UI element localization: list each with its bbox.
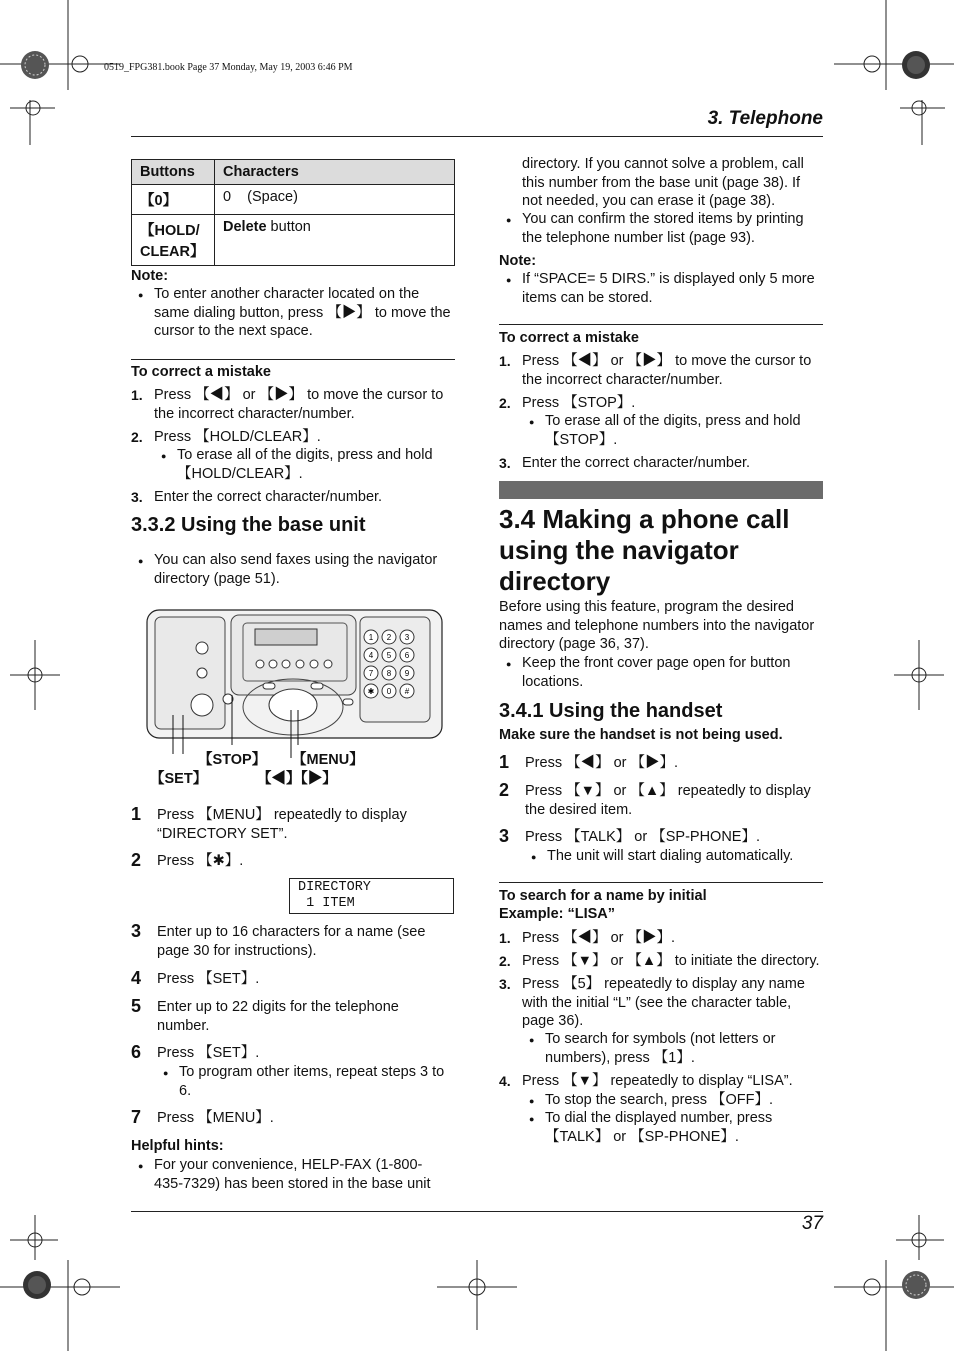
right-note-label: Note: (499, 253, 537, 269)
search-step-3-sub: ● To search for symbols (not letters or numbers), press 【1】. (545, 1030, 822, 1067)
callout-set: 【SET】 (150, 771, 208, 787)
keypad-key-label: 5 (386, 651, 392, 660)
keypad-key-label: 2 (386, 633, 392, 642)
correct-step-2: Press 【HOLD/CLEAR】. (154, 429, 321, 445)
table-row (132, 185, 455, 215)
page-number: 37 (801, 1213, 823, 1234)
step-number: 3. (499, 455, 511, 471)
step-number: 2. (499, 953, 511, 969)
step-number: 2. (499, 395, 511, 411)
step-number: 4 (131, 968, 142, 988)
handset-step-3-sub: ● The unit will start dialing automatically. (547, 847, 822, 866)
crop-mark-tl (0, 0, 120, 145)
delete-suffix: button (266, 219, 311, 235)
keypad-key-label: 8 (386, 669, 392, 678)
divider (499, 882, 823, 883)
color-target-tl (21, 51, 49, 79)
step-number: 1. (499, 353, 511, 369)
section-intro: Before using this feature, program the desired names and telephone numbers into the navigator directory (page 36, 37). (499, 599, 815, 652)
handset-title: 3.4.1 Using the handset (499, 700, 723, 722)
step-number: 1 (499, 752, 510, 772)
step-number: 1 (131, 804, 142, 824)
helpful-hints-label: Helpful hints: (131, 1138, 224, 1154)
handset-step-1: Press 【◀】 or 【▶】. (525, 755, 679, 771)
step-number: 3 (499, 826, 510, 846)
keypad-key-label: 9 (404, 669, 410, 678)
correct-step-2-sub: ● To erase all of the digits, press and hold 【HOLD/CLEAR】. (177, 446, 455, 483)
handset-step-2: Press 【▼】 or 【▲】 repeatedly to display the desired item. (525, 783, 811, 818)
right-correct-step-1: Press 【◀】 or 【▶】 to move the cursor to the incorrect character/number. (522, 353, 812, 388)
crop-mark-ml (10, 640, 60, 710)
color-target-tr (902, 51, 930, 79)
search-step-3: Press 【5】 repeatedly to display any name with the initial “L” (see the character table, page 36). (522, 976, 805, 1029)
callout-menu: 【MENU】 (292, 752, 364, 768)
keypad-key-label: 1 (368, 633, 374, 642)
footer-rule (131, 1211, 823, 1212)
table-cell-chars (215, 215, 455, 266)
section-title (499, 504, 789, 597)
search-step-2: Press 【▼】 or 【▲】 to initiate the directory. (522, 953, 820, 969)
keypad-key-label: 3 (404, 633, 410, 642)
search-title: To search for a name by initial (499, 888, 707, 904)
base-step-2: Press 【✱】. (157, 853, 244, 869)
base-unit-bullet: ● You can also send faxes using the navigator directory (page 51). (154, 551, 454, 588)
table-cell-chars: 0 (Space) (215, 185, 455, 215)
base-unit-title: 3.3.2 Using the base unit (131, 514, 366, 536)
table-row (132, 215, 455, 266)
helpful-hint-1: ● For your convenience, HELP-FAX (1-800-435-7329) has been stored in the base unit (154, 1156, 450, 1193)
crop-mark-bc (437, 1260, 517, 1330)
note-bullet: ● To enter another character located on the same dialing button, press 【▶】 to move the cursor to the next space. (154, 285, 454, 341)
color-target-bl (23, 1271, 51, 1299)
step-number: 2 (499, 780, 510, 800)
section-bar (499, 481, 823, 499)
table-cell-button: 【0】 (132, 185, 215, 215)
continued-text: directory. If you cannot solve a problem, call this number from the base unit (page 38). If not needed, you can erase it (page 38). (522, 156, 804, 209)
correct-step-1: Press 【◀】 or 【▶】 to move the cursor to the incorrect character/number. (154, 387, 444, 422)
character-table (131, 159, 455, 266)
step-number: 1. (499, 930, 511, 946)
base-step-1: Press 【MENU】 repeatedly to display “DIRECTORY SET”. (157, 807, 407, 842)
right-correct-step-3: Enter the correct character/number. (522, 455, 751, 471)
lcd-line-2: 1 ITEM (298, 896, 355, 911)
confirm-bullet: ● You can confirm the stored items by printing the telephone number list (page 93). (522, 210, 822, 247)
handset-step-3: Press 【TALK】 or 【SP-PHONE】. (525, 829, 760, 845)
step-number: 3. (131, 489, 143, 505)
lcd-line-1: DIRECTORY (298, 880, 371, 895)
right-correct-step-2-sub: ● To erase all of the digits, press and hold 【STOP】. (545, 412, 822, 449)
step-number: 7 (131, 1107, 142, 1127)
step-number: 2 (131, 850, 142, 870)
correct-step-3: Enter the correct character/number. (154, 489, 383, 505)
callout-arrows: 【◀】【▶】 (257, 771, 337, 787)
step-number: 2. (131, 429, 143, 445)
base-step-4: Press 【SET】. (157, 971, 260, 987)
base-step-7: Press 【MENU】. (157, 1110, 274, 1126)
callout-lines (150, 690, 330, 760)
base-step-6-sub: ● To program other items, repeat steps 3 to 6. (179, 1063, 455, 1100)
step-number: 3. (499, 976, 511, 992)
base-step-6: Press 【SET】. (157, 1045, 260, 1061)
header-rule (131, 136, 823, 137)
step-number: 1. (131, 387, 143, 403)
search-step-4: Press 【▼】 repeatedly to display “LISA”. (522, 1073, 793, 1089)
keypad-key-label: 7 (368, 669, 374, 678)
keypad-key-label: 6 (404, 651, 410, 660)
file-info: 0519_FPG381.book Page 37 Monday, May 19, 2003 6:46 PM (104, 62, 353, 73)
crop-mark-br (834, 1215, 954, 1351)
section-title-line-3: directory (499, 566, 611, 596)
search-step-4-sub-2: ● To dial the displayed number, press 【TALK】 or 【SP-PHONE】. (545, 1109, 822, 1146)
keypad-key-label: ✱ (367, 687, 375, 696)
table-header-buttons: Buttons (132, 160, 215, 185)
step-number: 3 (131, 921, 142, 941)
table-header-row (132, 160, 455, 185)
base-step-5: Enter up to 22 digits for the telephone number. (157, 999, 399, 1034)
keypad-key-label: # (404, 687, 410, 696)
table-header-characters: Characters (215, 160, 455, 185)
divider (131, 359, 455, 360)
base-step-3: Enter up to 16 characters for a name (see page 30 for instructions). (157, 924, 426, 959)
keypad-key-label: 4 (368, 651, 374, 660)
crop-mark-mr (894, 640, 944, 710)
section-intro-bullet: ● Keep the front cover page open for button locations. (522, 654, 822, 691)
step-number: 6 (131, 1042, 142, 1062)
search-example: Example: “LISA” (499, 906, 616, 922)
search-step-4-sub-1: ● To stop the search, press 【OFF】. (545, 1091, 822, 1110)
lcd-display (289, 878, 454, 914)
delete-label: Delete (223, 219, 267, 235)
correct-mistake-title: To correct a mistake (131, 364, 271, 380)
search-step-1: Press 【◀】 or 【▶】. (522, 930, 676, 946)
right-note-1: ● If “SPACE= 5 DIRS.” is displayed only 5 more items can be stored. (522, 270, 822, 307)
keypad-key-label: 0 (386, 687, 392, 696)
right-correct-step-2: Press 【STOP】. (522, 395, 636, 411)
step-number: 5 (131, 996, 142, 1016)
section-header: 3. Telephone (707, 108, 823, 129)
section-title-line-1: 3.4 Making a phone call (499, 504, 790, 534)
handset-subtitle: Make sure the handset is not being used. (499, 727, 783, 743)
table-cell-button: 【HOLD/ CLEAR】 (132, 215, 215, 266)
crop-mark-tr (834, 0, 954, 145)
note-label: Note: (131, 268, 169, 284)
color-target-br (902, 1271, 930, 1299)
callout-stop: 【STOP】 (198, 752, 267, 768)
divider (499, 324, 823, 325)
step-number: 4. (499, 1073, 511, 1089)
section-title-line-2: using the navigator (499, 535, 739, 565)
crop-mark-bl (0, 1215, 120, 1351)
right-correct-title: To correct a mistake (499, 330, 639, 346)
